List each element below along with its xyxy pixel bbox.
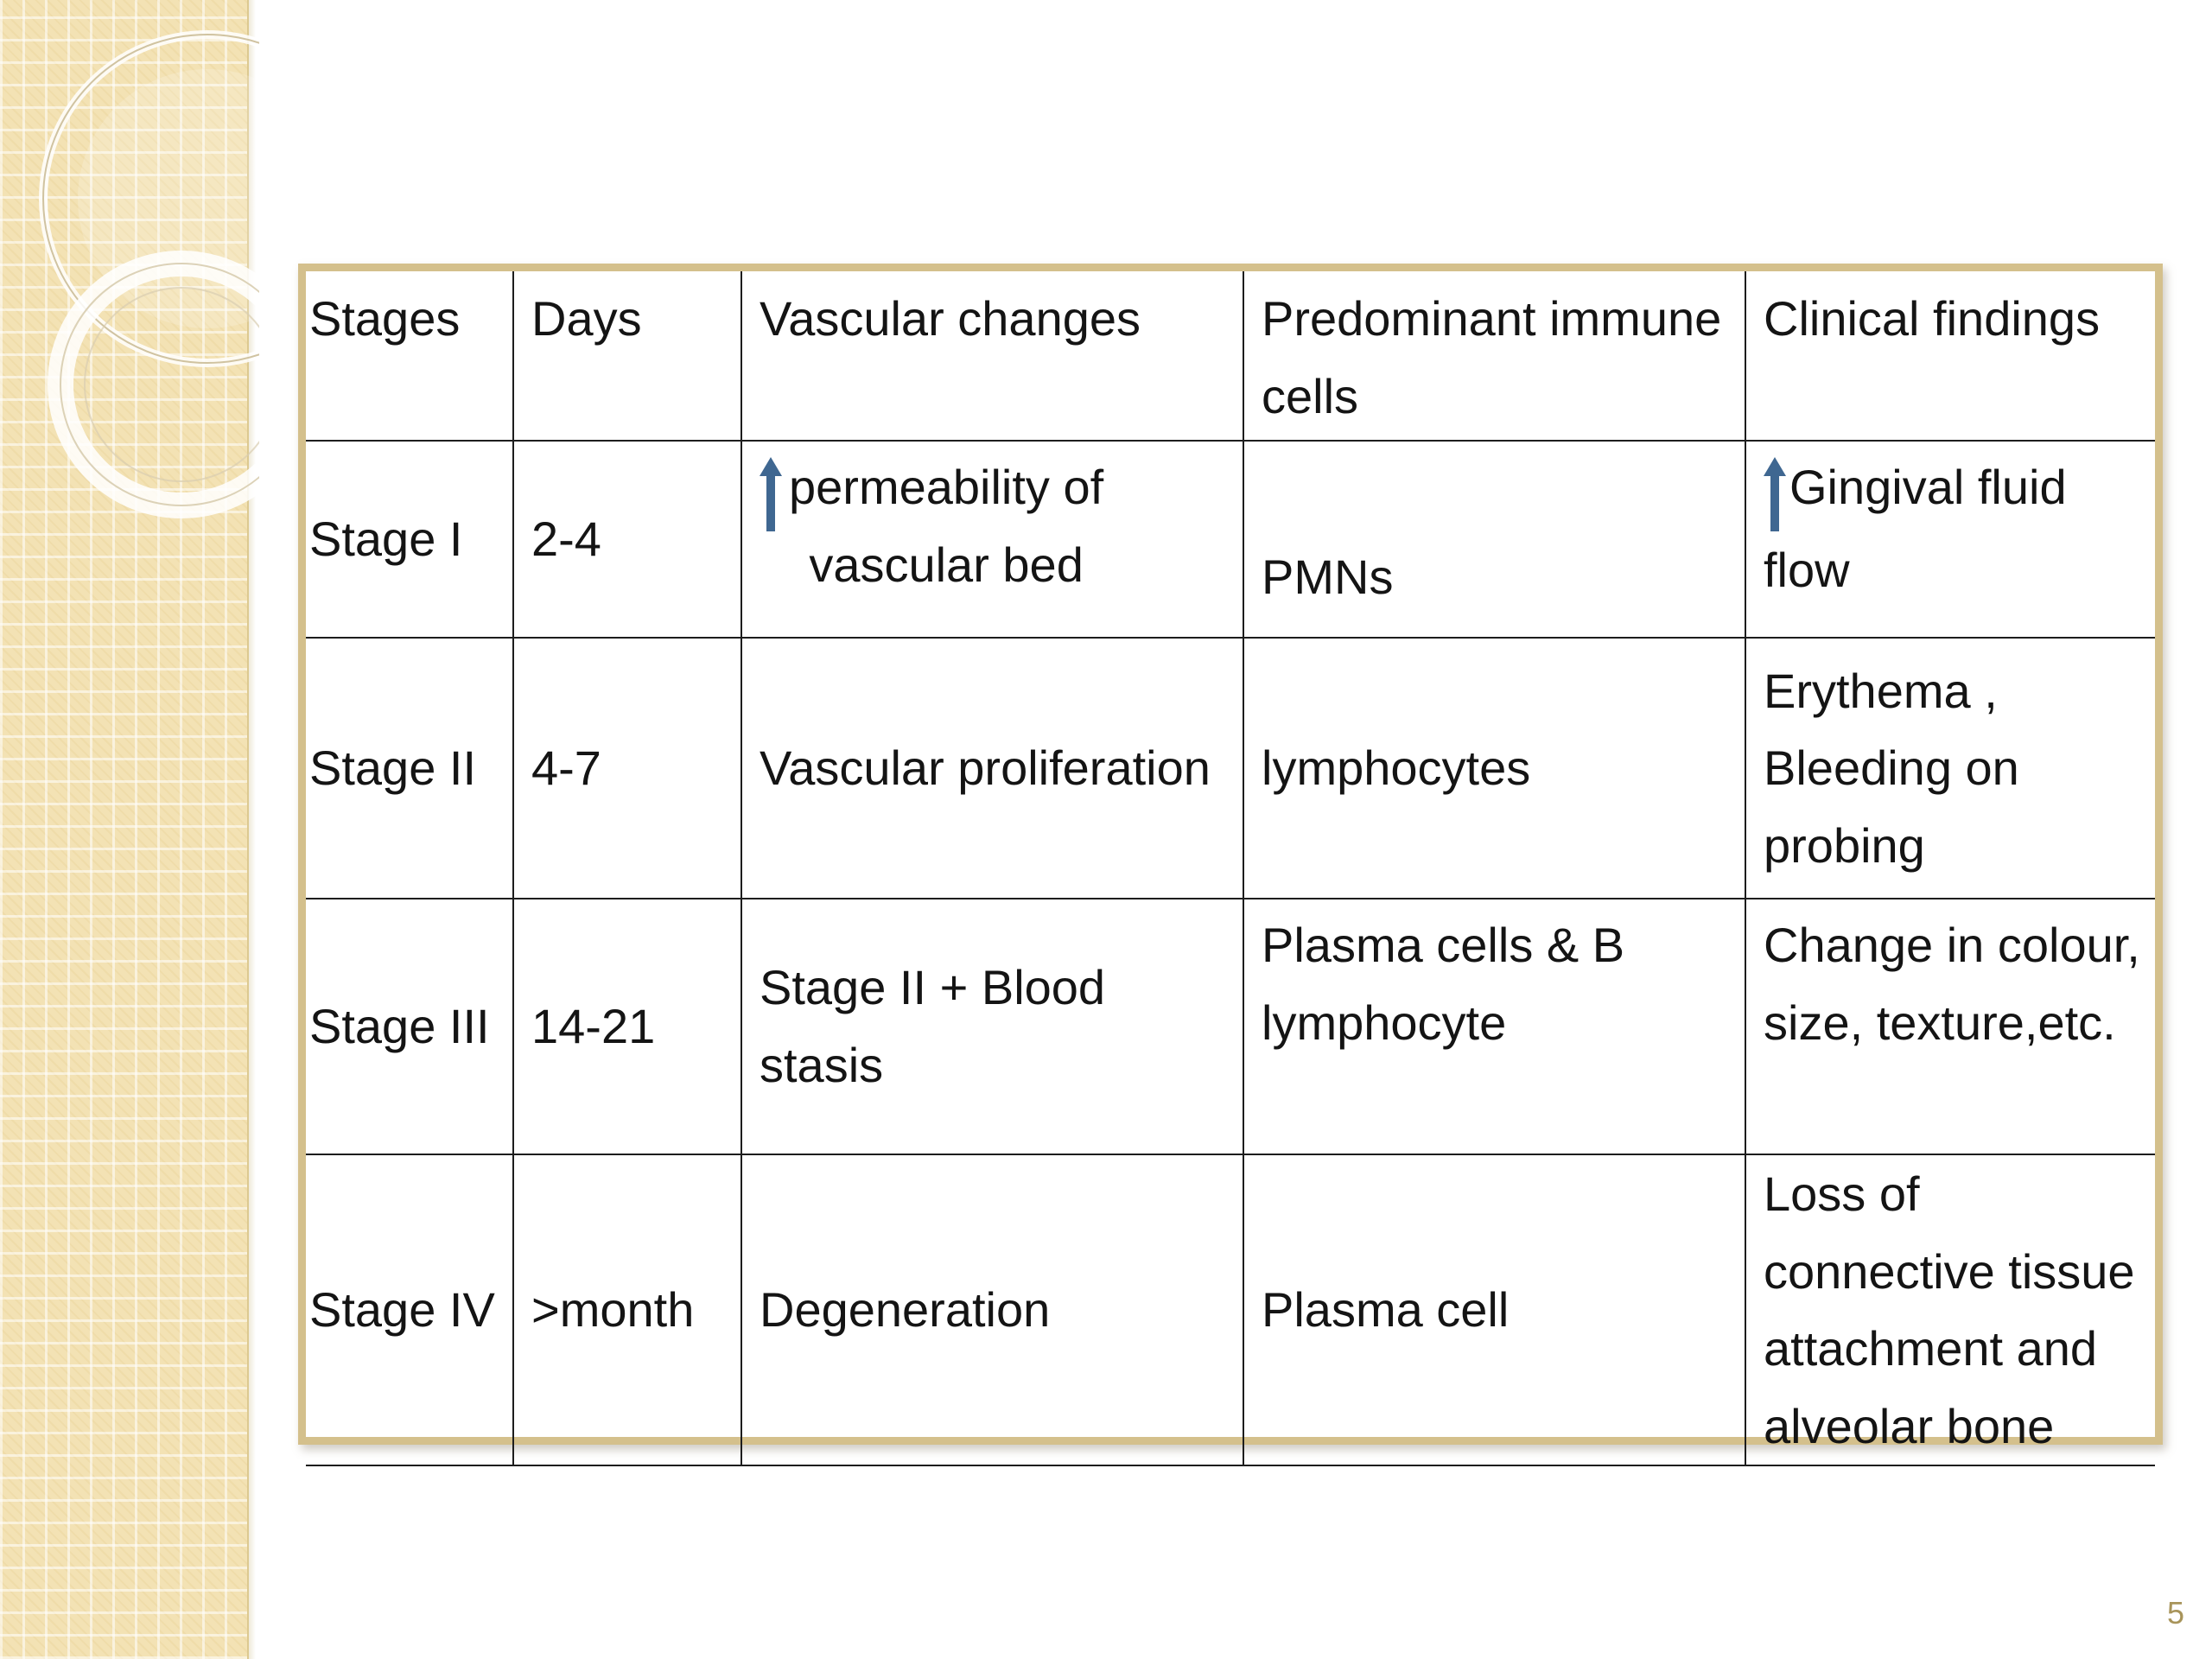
stages-table-frame	[298, 264, 2163, 1453]
header-immune-cells: Predominant immune cells	[1243, 271, 1745, 441]
cell-immune: Plasma cell	[1243, 1154, 1745, 1465]
cell-clinical: Erythema , Bleeding on probing	[1745, 638, 2155, 899]
cell-vascular: Vascular proliferation	[741, 638, 1243, 899]
header-stages: Stages	[306, 271, 513, 441]
header-vascular-changes: Vascular changes	[741, 271, 1243, 441]
cell-stage: Stage I	[306, 441, 513, 638]
table-row	[306, 899, 2155, 1154]
decorative-rings	[0, 0, 259, 553]
cell-clinical	[1745, 441, 2155, 638]
header-clinical-findings: Clinical findings	[1745, 271, 2155, 441]
cell-stage: Stage II	[306, 638, 513, 899]
cell-stage: Stage III	[306, 899, 513, 1154]
cell-days: >month	[513, 1154, 741, 1465]
cell-clinical-text: Gingival fluid flow	[1764, 460, 2067, 597]
cell-immune: Plasma cells & B lymphocyte	[1243, 899, 1745, 1154]
table-header-row	[306, 271, 2155, 441]
cell-stage: Stage IV	[306, 1154, 513, 1465]
header-days: Days	[513, 271, 741, 441]
cell-days: 4-7	[513, 638, 741, 899]
up-arrow-icon	[1764, 457, 1786, 531]
stages-table	[306, 271, 2155, 1466]
cell-vascular: Degeneration	[741, 1154, 1243, 1465]
cell-days: 2-4	[513, 441, 741, 638]
cell-vascular	[741, 441, 1243, 638]
cell-immune: lymphocytes	[1243, 638, 1745, 899]
cell-clinical: Loss of connective tissue attachment and alveolar bone	[1745, 1154, 2155, 1465]
table-row	[306, 1154, 2155, 1465]
cell-days: 14-21	[513, 899, 741, 1154]
table-row	[306, 441, 2155, 638]
cell-vascular-line1: permeability of	[789, 460, 1104, 514]
up-arrow-icon	[760, 457, 782, 531]
table-row	[306, 638, 2155, 899]
cell-clinical: Change in colour, size, texture,etc.	[1745, 899, 2155, 1154]
cell-immune: PMNs	[1243, 441, 1745, 638]
cell-vascular-line2: vascular bed	[809, 537, 1084, 592]
cell-vascular: Stage II + Blood stasis	[741, 899, 1243, 1154]
page-number: 5	[2166, 1595, 2184, 1630]
